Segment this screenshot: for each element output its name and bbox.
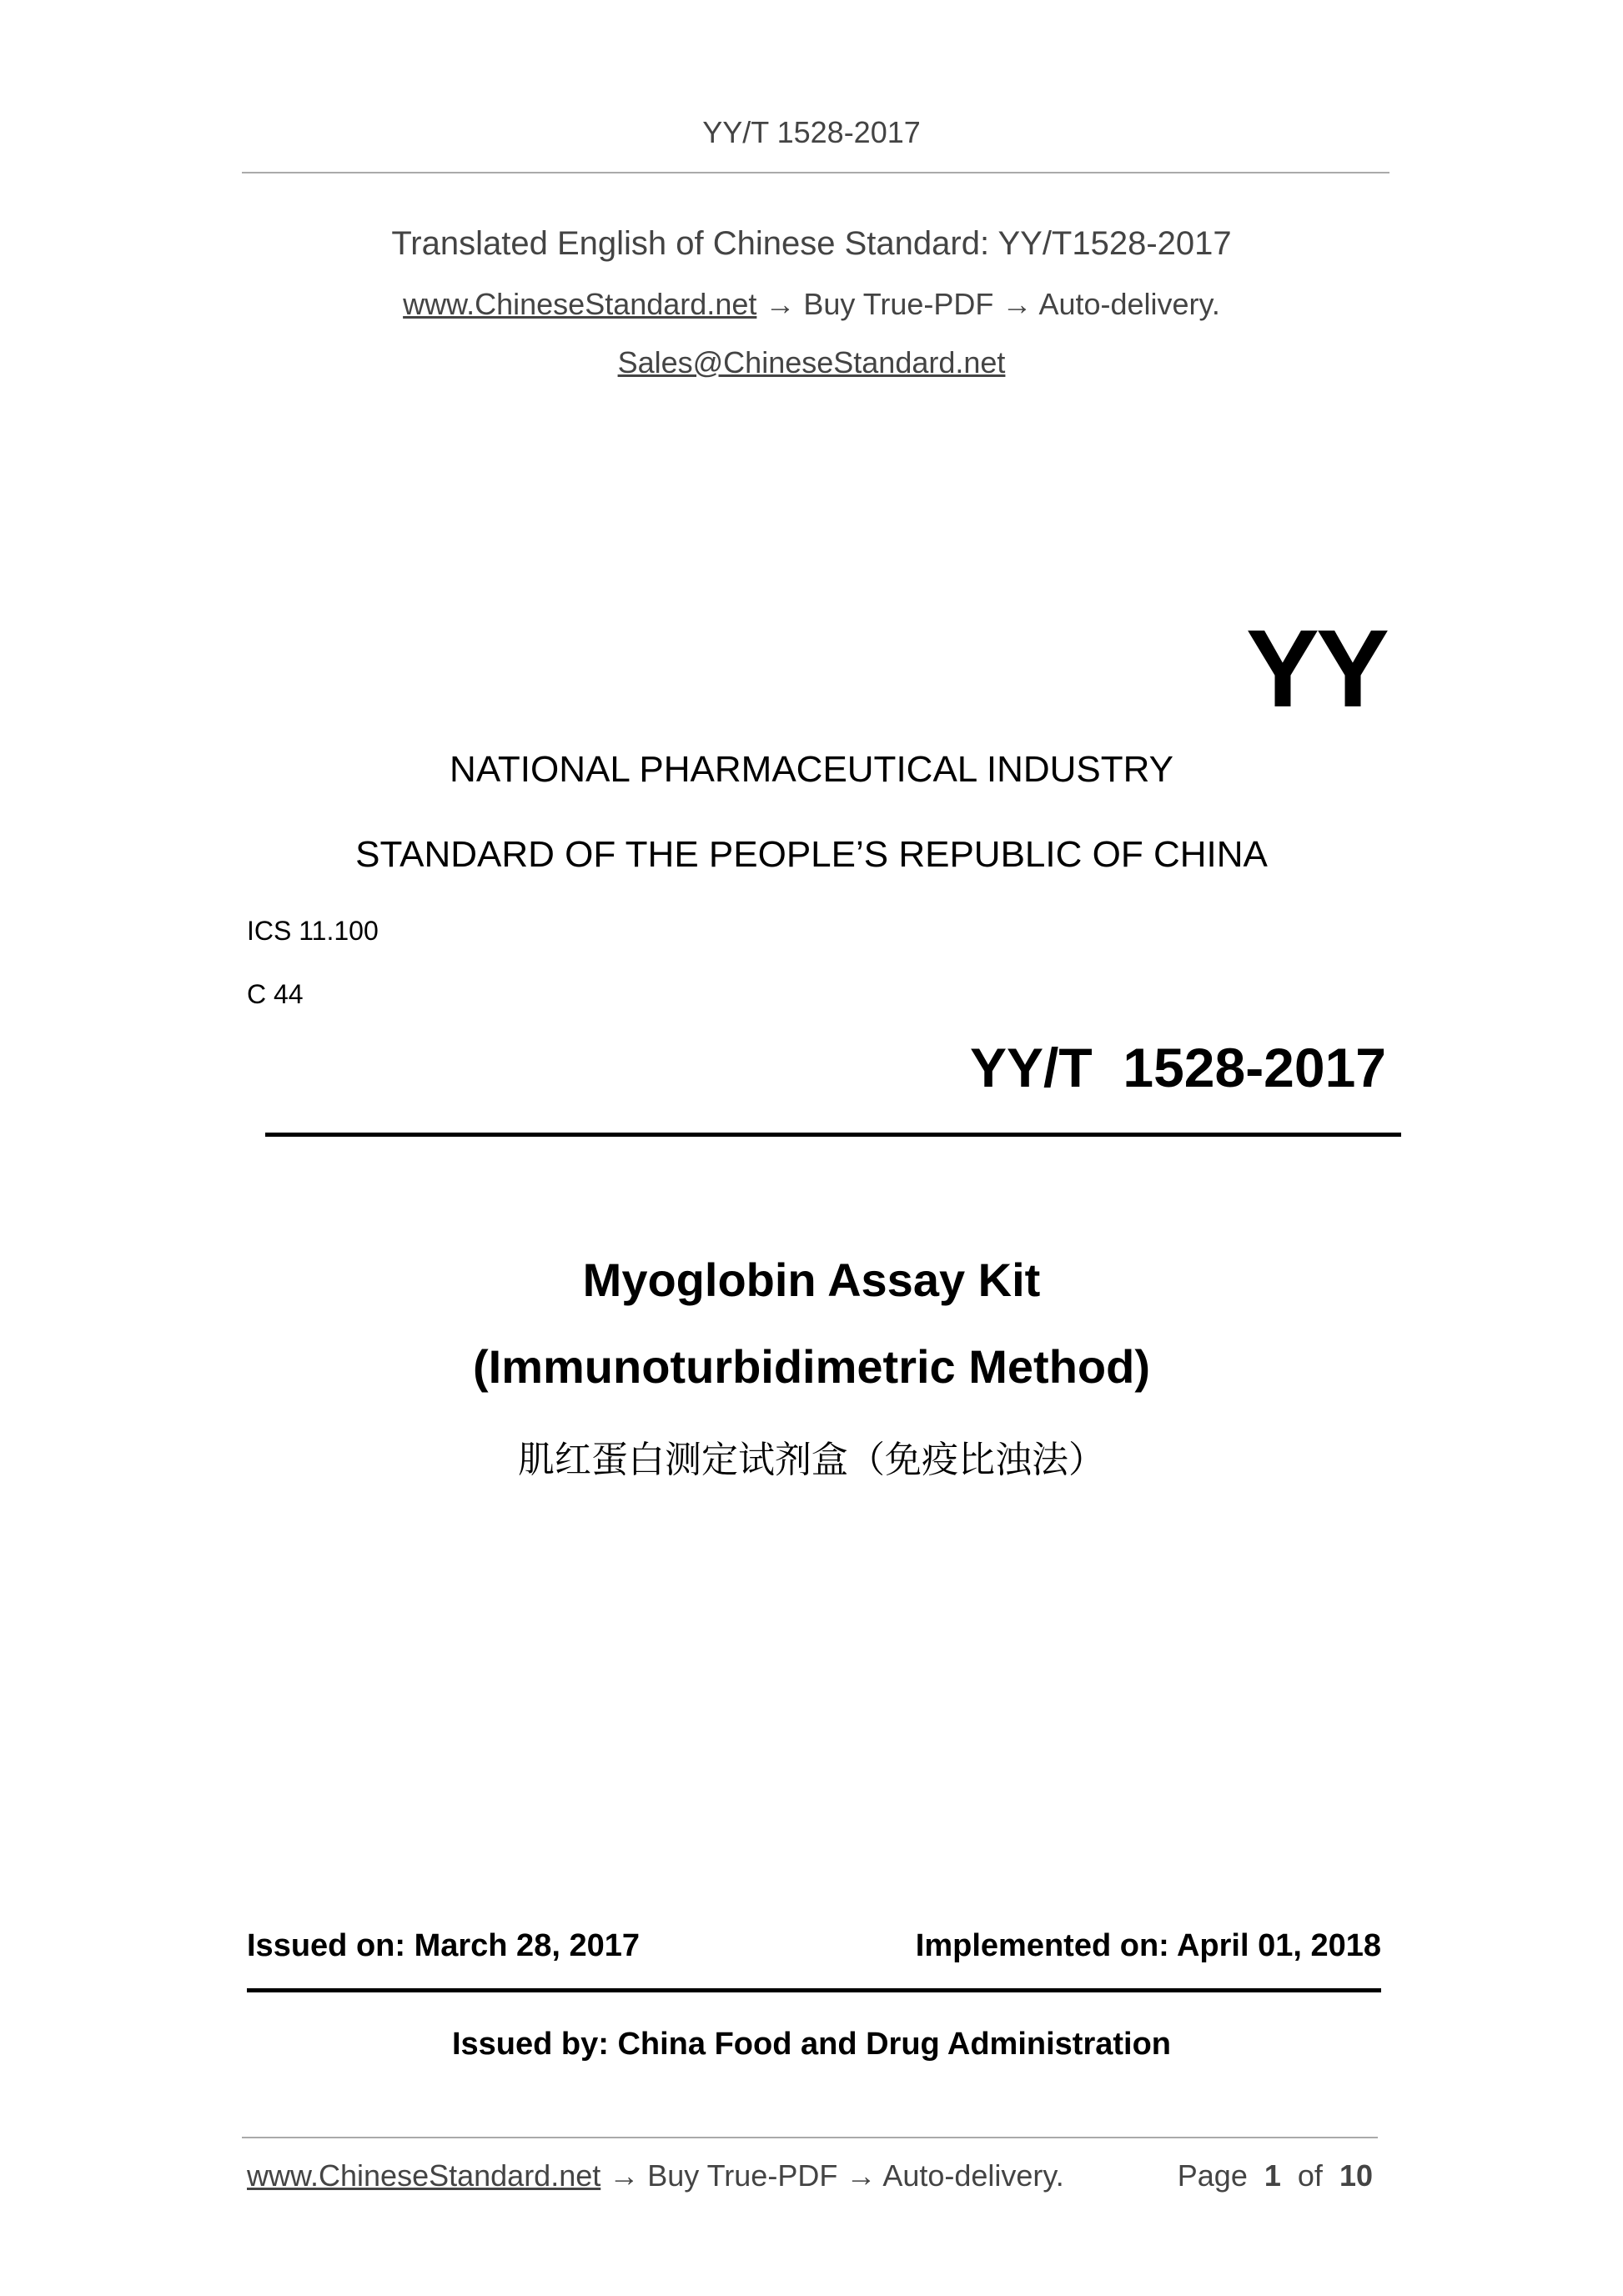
promo-text: → Buy True-PDF → Auto-delivery.: [756, 287, 1220, 321]
page-indicator: [1084, 2158, 1373, 2193]
ccs-code: C 44: [247, 979, 304, 1009]
standard-number: YY/T 1528-2017: [970, 1037, 1386, 1098]
site-link[interactable]: www.ChineseStandard.net: [403, 287, 757, 321]
header-divider: [242, 172, 1389, 173]
issued-on-date: Issued on: March 28, 2017: [247, 1928, 640, 1963]
page-of: of: [1297, 2158, 1323, 2193]
running-header: YY/T 1528-2017: [702, 115, 921, 149]
footer-divider: [242, 2137, 1378, 2138]
implemented-on-date: Implemented on: April 01, 2018: [915, 1928, 1381, 1963]
footer-promo-text: → Buy True-PDF → Auto-delivery.: [600, 2158, 1064, 2193]
promo-line: [0, 287, 1623, 322]
authority-line-2: STANDARD OF THE PEOPLE’S REPUBLIC OF CHINA: [355, 834, 1268, 875]
standard-category-mark: YY: [1245, 607, 1386, 730]
page-current: 1: [1264, 2158, 1281, 2193]
sales-email-link[interactable]: Sales@ChineseStandard.net: [617, 345, 1006, 379]
title-english-line-1: Myoglobin Assay Kit: [582, 1254, 1041, 1306]
issuing-authority: Issued by: China Food and Drug Administration: [451, 2027, 1172, 2062]
translation-notice: Translated English of Chinese Standard: YY/T1528-2017: [391, 225, 1232, 262]
footer-promo: [247, 2158, 1064, 2193]
ics-code: ICS 11.100: [247, 916, 379, 946]
dates-rule: [247, 1988, 1381, 1992]
page-total: 10: [1339, 2158, 1373, 2193]
title-english-line-2: (Immunoturbidimetric Method): [473, 1340, 1150, 1393]
footer-site-link[interactable]: www.ChineseStandard.net: [247, 2158, 601, 2193]
standard-number-rule: [265, 1133, 1401, 1137]
sales-line: [0, 345, 1623, 380]
title-chinese: 肌红蛋白测定试剂盒（免疫比浊法）: [518, 1439, 1105, 1480]
authority-line-1: NATIONAL PHARMACEUTICAL INDUSTRY: [450, 749, 1173, 790]
page-label: Page: [1177, 2158, 1248, 2193]
